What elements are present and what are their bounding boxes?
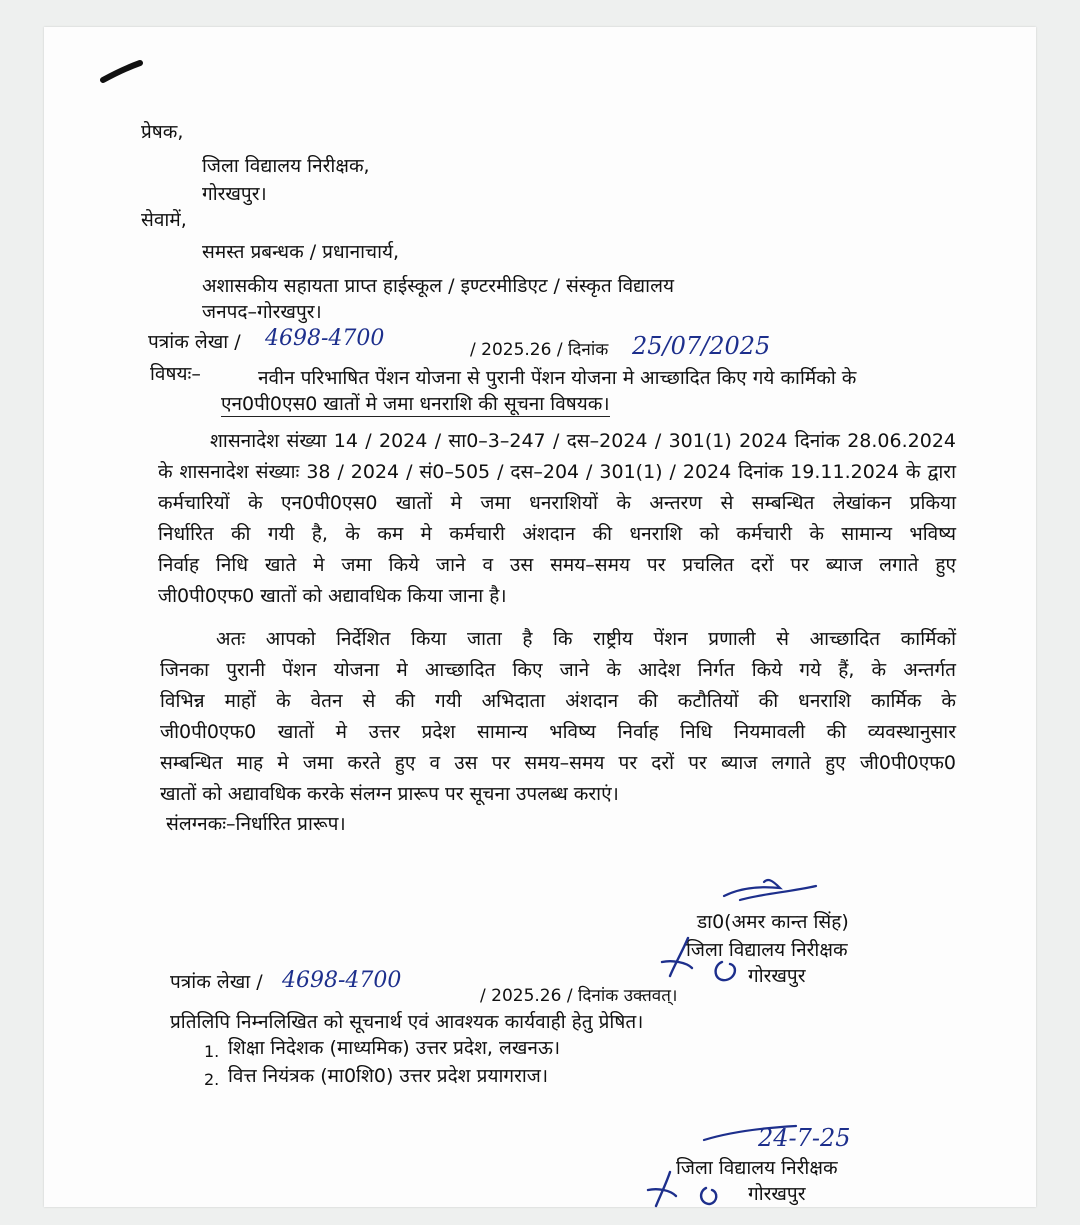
signatory-designation: जिला विद्यालय निरीक्षक (686, 939, 848, 961)
paragraph-1-line: निर्वाह निधि खाते मे जमा किये जाने व उस समय–समय पर प्रचलित दरों पर ब्याज लगाते हुए (158, 554, 956, 576)
recipient-line-1: समस्त प्रबन्धक / प्रधानाचार्य, (202, 241, 400, 263)
copy-item-text: शिक्षा निदेशक (माध्यमिक) उत्तर प्रदेश, लखनऊ। (228, 1037, 561, 1059)
paragraph-2 (160, 624, 956, 810)
paragraph-2-line: सम्बन्धित माह मे जमा करते हुए व उस पर समय–समय पर दरों पर ब्याज लगाते हुए जी0पी0एफ0 (160, 752, 956, 774)
signatory2-designation: जिला विद्यालय निरीक्षक (676, 1157, 838, 1179)
ref2-year: / 2025.26 / दिनांक उक्तवत्। (480, 986, 678, 1006)
enclosure-note: संलग्नकः–निर्धारित प्रारूप। (166, 813, 346, 835)
ref2-number-handwritten: 4698-4700 (282, 968, 402, 993)
paragraph-2-line: जी0पी0एफ0 खातों मे उत्तर प्रदेश सामान्य भविष्य निर्वाह निधि नियमावली की व्यवस्थानुसार (160, 721, 956, 743)
paragraph-1-line: निर्धारित की गयी है, के कम मे कर्मचारी अंशदान की धनराशि को कर्मचारी के सामान्य भविष्य (158, 523, 956, 545)
initials-signature-2 (640, 1168, 740, 1208)
subject-line-2: एन0पी0एस0 खातों मे जमा धनराशि की सूचना विषयक। (221, 393, 610, 415)
paragraph-1-line: के शासनादेश संख्याः 38 / 2024 / सं0–505 / दस–204 / 301(1) / 2024 दिनांक 19.11.2024 के द्वारा (158, 461, 956, 483)
paragraph-2-line: जिनका पुरानी पेंशन योजना मे आच्छादित किए जाने के आदेश निर्गत किये गये हैं, के अन्तर्गत (160, 659, 956, 681)
copy-intro: प्रतिलिपि निम्नलिखित को सूचनार्थ एवं आवश्यक कार्यवाही हेतु प्रेषित। (170, 1011, 644, 1033)
signatory-name: डा0(अमर कान्त सिंह) (697, 911, 849, 933)
copy-item-text: वित्त नियंत्रक (मा0शि0) उत्तर प्रदेश प्रयागराज। (228, 1065, 549, 1087)
signatory2-place: गोरखपुर (748, 1183, 806, 1205)
recipient-label: सेवामें, (141, 209, 187, 231)
pen-stroke-mark (100, 58, 144, 84)
paragraph-2-line: विभिन्न माहों के वेतन से की गयी अभिदाता अंशदान की कटौतियों की धनराशि कार्मिक के (160, 690, 956, 712)
paragraph-2-line: अतः आपको निर्देशित किया जाता है कि राष्ट्रीय पेंशन प्रणाली से आच्छादित कार्मिकों (216, 628, 956, 650)
sender-designation: जिला विद्यालय निरीक्षक, (202, 155, 370, 177)
ref-number-handwritten: 4698-4700 (265, 326, 385, 351)
initials-signature (652, 932, 762, 992)
subject-line-1: नवीन परिभाषित पेंशन योजना से पुरानी पेंशन योजना मे आच्छादित किए गये कार्मिको के (258, 367, 857, 389)
paragraph-1-line: कर्मचारियों के एन0पी0एस0 खातों मे जमा धनराशियों के अन्तरण से सम्बन्धित लेखांकन प्रकिया (158, 492, 956, 514)
ref2-prefix: पत्रांक लेखा / (170, 971, 263, 993)
ref-prefix: पत्रांक लेखा / (148, 331, 241, 353)
copy-item-number: 2. (204, 1070, 220, 1089)
handwritten-date: 24-7-25 (758, 1124, 851, 1152)
paragraph-2-line: खातों को अद्यावधिक करके संलग्न प्रारूप पर सूचना उपलब्ध कराएं। (160, 783, 619, 805)
subject-label: विषयः– (150, 363, 201, 385)
paragraph-1-line: शासनादेश संख्या 14 / 2024 / सा0–3–247 / दस–2024 / 301(1) 2024 दिनांक 28.06.2024 (210, 430, 956, 452)
recipient-line-2: अशासकीय सहायता प्राप्त हाईस्कूल / इण्टरमीडिएट / संस्कृत विद्यालय (202, 275, 674, 297)
sender-place: गोरखपुर। (202, 183, 267, 205)
sender-label: प्रेषक, (141, 121, 184, 143)
ref-date-handwritten: 25/07/2025 (632, 332, 771, 360)
copy-item-number: 1. (204, 1042, 220, 1061)
ref-year: / 2025.26 / दिनांक (470, 340, 609, 360)
paragraph-1 (158, 426, 956, 612)
signature-strike (700, 1122, 800, 1146)
paragraph-1-line: जी0पी0एफ0 खातों को अद्यावधिक किया जाना है। (158, 585, 507, 607)
signature-scribble (720, 876, 820, 906)
recipient-line-3: जनपद–गोरखपुर। (202, 301, 322, 323)
signatory-place: गोरखपुर (748, 965, 806, 987)
